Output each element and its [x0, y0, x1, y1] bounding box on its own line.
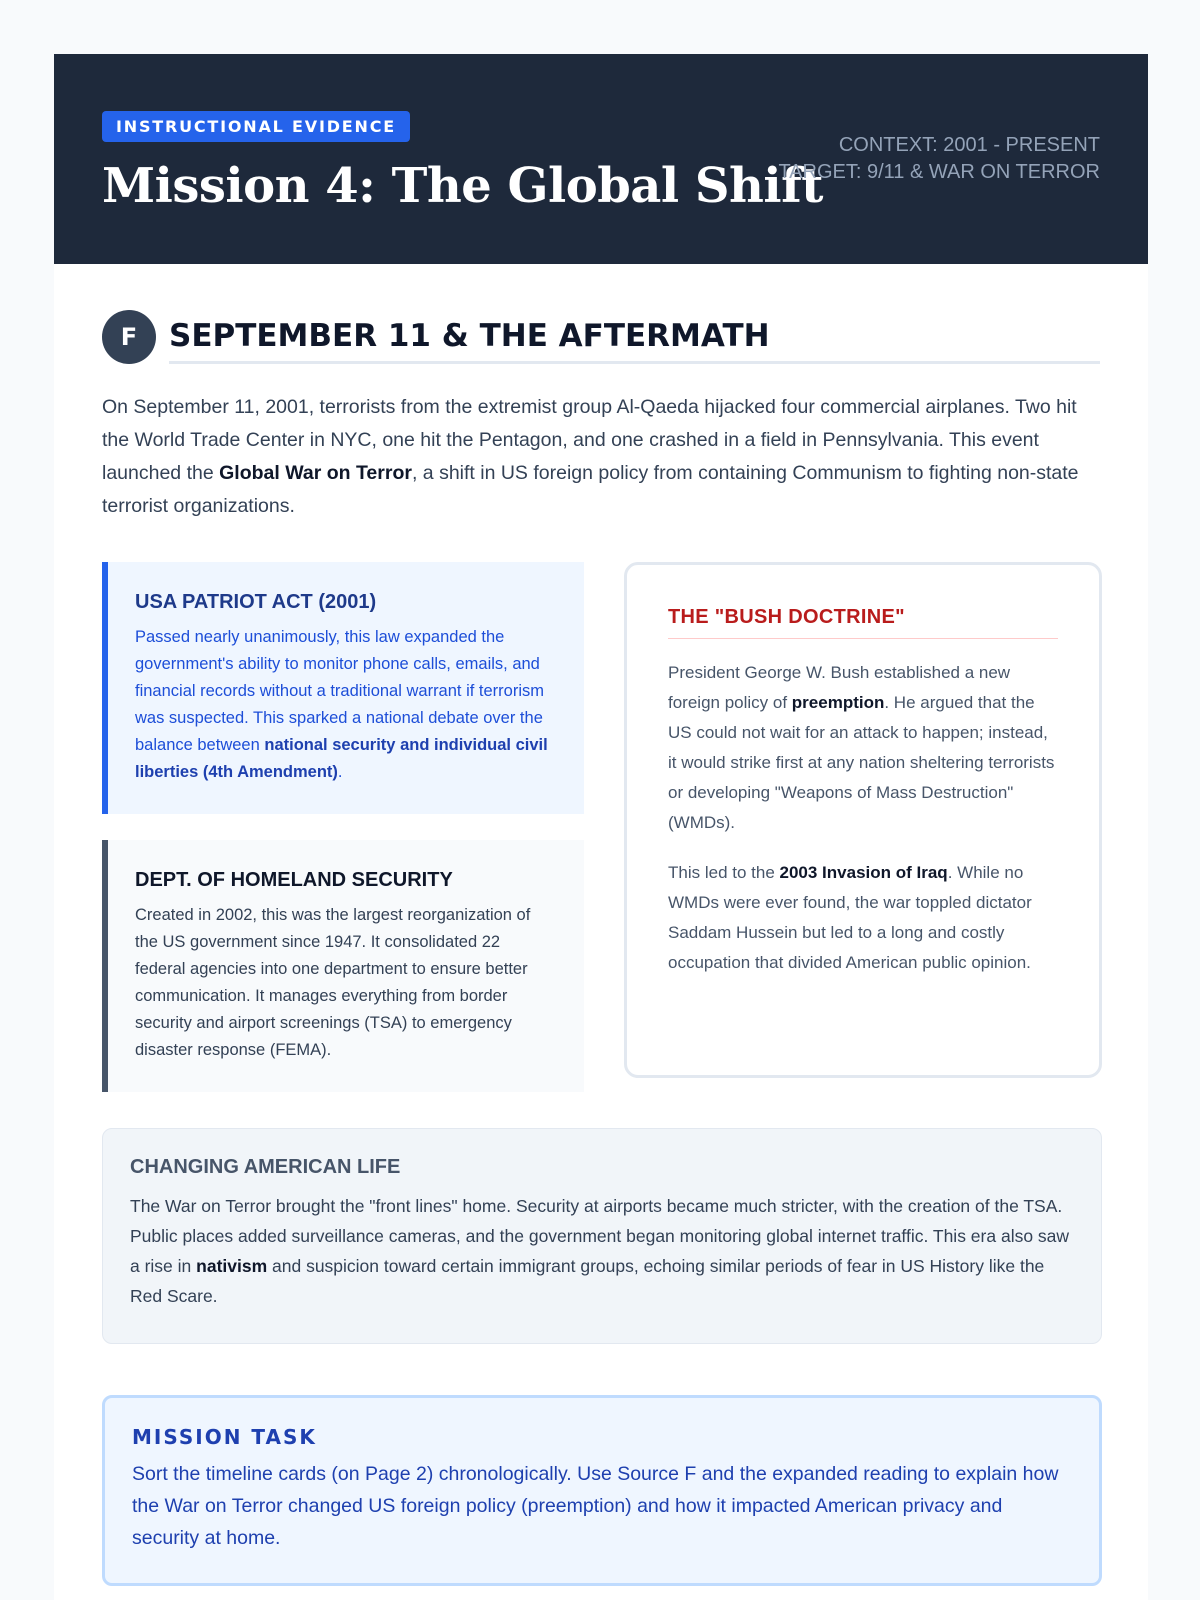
american-life-text-end: and suspicion toward certain immigrant groups, echoing similar periods of fear in US History like the Red Scare.: [130, 1256, 1045, 1306]
patriot-act-card: [102, 562, 584, 814]
bush-doctrine-card: [624, 562, 1102, 1078]
bush-p1-text-end: . He argued that the US could not wait for an attack to happen; instead, it would strike first at any nation sheltering terrorists or developing "Weapons of Mass Destruction" (WMDs).: [668, 693, 1055, 832]
mission-task-body: Sort the timeline cards (on Page 2) chronologically. Use Source F and the expanded reading to explain how the War on Terror changed US foreign policy (preemption) and how it impacted American privacy and security at home.: [132, 1463, 1059, 1549]
section-title: SEPTEMBER 11 & THE AFTERMATH: [169, 318, 770, 354]
bush-p1-emphasis: preemption: [791, 693, 885, 712]
context-block: [778, 132, 1100, 186]
intro-paragraph: [102, 391, 1102, 523]
bush-p2-text: This led to the: [668, 863, 780, 882]
intro-text-end: , a shift in US foreign policy from containing Communism to fighting non-state terrorist organizations.: [102, 462, 1079, 517]
bush-doctrine-paragraph-2: [668, 858, 1058, 978]
american-life-body: [130, 1191, 1074, 1311]
patriot-act-text: Passed nearly unanimously, this law expanded the government's ability to monitor phone calls, emails, and financial records without a traditional warrant if terrorism was suspected. This sparked a national debate over the balance between: [135, 628, 544, 754]
bush-p2-emphasis: 2003 Invasion of Iraq: [779, 863, 948, 882]
mission-task-card: [102, 1395, 1102, 1586]
context-label: CONTEXT: 2001 - PRESENT: [838, 134, 1100, 156]
source-section-header: [102, 310, 1100, 366]
patriot-act-title: USA PATRIOT ACT (2001): [135, 591, 377, 613]
american-life-card: [102, 1128, 1102, 1344]
homeland-security-title: DEPT. OF HOMELAND SECURITY: [135, 869, 453, 891]
evidence-badge: INSTRUCTIONAL EVIDENCE: [102, 111, 410, 142]
american-life-text: The War on Terror brought the "front lines" home. Security at airports became much stricter, with the creation of the TSA. Public places added surveillance cameras, and the government began monitoring global internet traffic. This era also saw a rise in: [130, 1196, 1070, 1276]
homeland-security-body: Created in 2002, this was the largest reorganization of the US government since 1947. It consolidated 22 federal agencies into one department to ensure better communication. It manages everything from border security and airport screenings (TSA) to emergency disaster response (FEMA).: [135, 906, 531, 1059]
bush-doctrine-paragraph-1: [668, 658, 1058, 838]
section-divider: [169, 361, 1100, 364]
intro-emphasis: Global War on Terror: [219, 462, 412, 484]
bush-doctrine-title: THE "BUSH DOCTRINE": [668, 603, 1058, 639]
page-title: Mission 4: The Global Shift: [102, 158, 823, 214]
patriot-act-body: [135, 624, 551, 786]
mission-task-title: MISSION TASK: [132, 1425, 317, 1449]
american-life-title: CHANGING AMERICAN LIFE: [130, 1156, 401, 1178]
bush-p1-text: President George W. Bush established a new foreign policy of: [668, 663, 1011, 712]
target-label: TARGET: 9/11 & WAR ON TERROR: [778, 161, 1100, 183]
patriot-act-emphasis: national security and individual civil liberties (4th Amendment): [135, 736, 548, 781]
bush-p2-text-end: . While no WMDs were ever found, the war toppled dictator Saddam Hussein but led to a long and costly occupation that divided American public opinion.: [668, 863, 1032, 972]
american-life-emphasis: nativism: [196, 1256, 268, 1276]
intro-text: On September 11, 2001, terrorists from the extremist group Al-Qaeda hijacked four commercial airplanes. Two hit the World Trade Center in NYC, one hit the Pentagon, and one crashed in a field in Pennsylvania. This event launched the: [102, 396, 1077, 484]
worksheet-page: [54, 54, 1148, 1600]
source-letter-badge: F: [102, 310, 156, 364]
patriot-act-end: .: [337, 763, 343, 781]
homeland-security-card: [102, 840, 584, 1092]
mission-header: [54, 54, 1148, 264]
